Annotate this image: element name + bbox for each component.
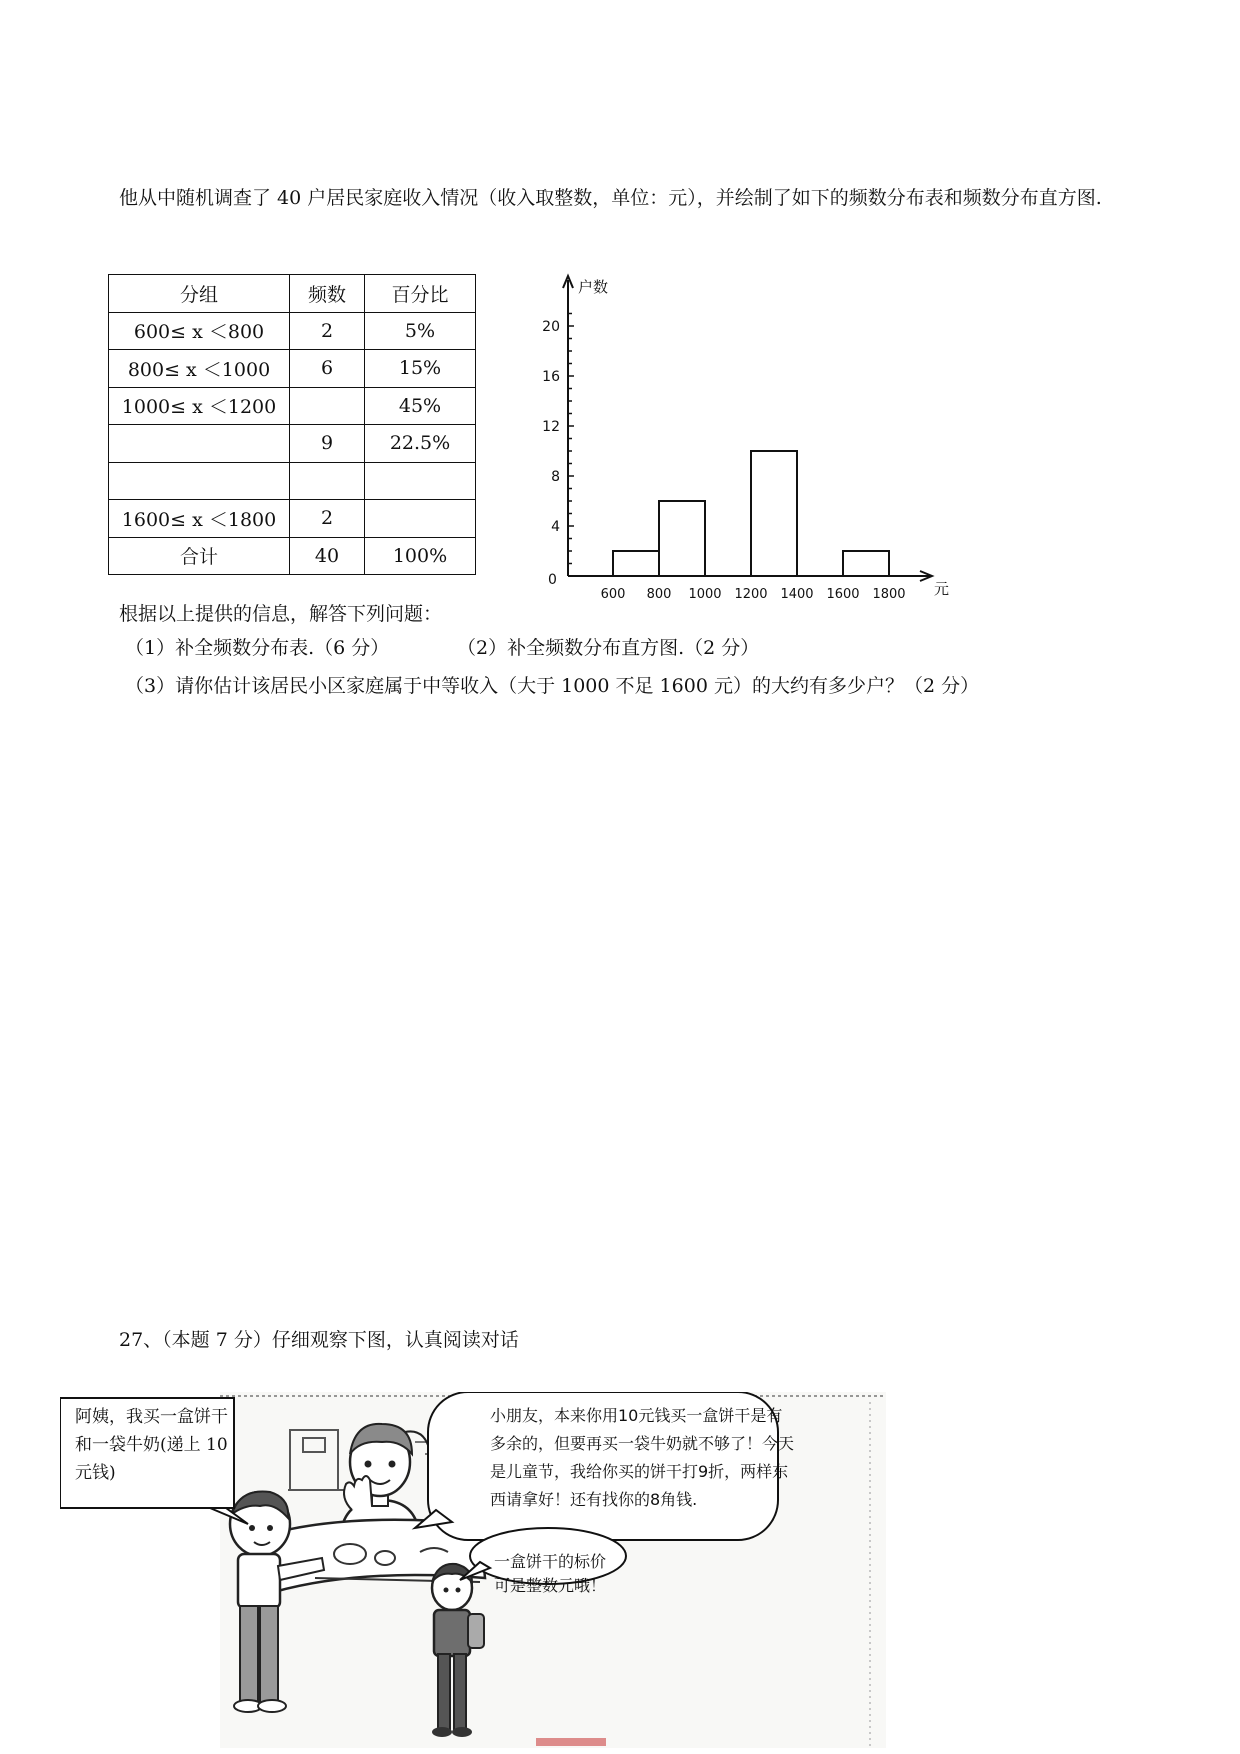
header-group: 分组 bbox=[109, 275, 290, 313]
table-row bbox=[109, 425, 476, 463]
table-cell bbox=[365, 500, 476, 538]
table-cell: 22.5% bbox=[365, 425, 476, 463]
speech-line: 阿姨，我买一盒饼干 bbox=[75, 1407, 228, 1427]
speech-line: 小朋友，本来你用10元钱买一盒饼干是有 bbox=[490, 1406, 783, 1425]
table-cell: 40 bbox=[290, 537, 365, 575]
header-frequency: 频数 bbox=[290, 275, 365, 313]
y-tick-label: 16 bbox=[542, 369, 560, 385]
y-tick-label: 12 bbox=[542, 419, 560, 435]
y-tick-label: 4 bbox=[551, 519, 560, 535]
y-tick-label: 8 bbox=[551, 469, 560, 485]
speech-line: 和一袋牛奶(递上 10 bbox=[75, 1435, 228, 1455]
table-cell bbox=[109, 425, 290, 463]
table-cell: 合计 bbox=[109, 537, 290, 575]
x-tick-label: 1200 bbox=[734, 587, 768, 602]
x-tick-label: 1000 bbox=[688, 587, 722, 602]
table-cell: 2 bbox=[290, 500, 365, 538]
table-cell: 600≤ x ＜800 bbox=[109, 312, 290, 350]
histogram-chart bbox=[540, 268, 960, 608]
table-cell: 100% bbox=[365, 537, 476, 575]
table-total-row bbox=[109, 537, 476, 575]
speech-line: 多余的，但要再买一袋牛奶就不够了！今天 bbox=[490, 1434, 795, 1453]
table-cell bbox=[290, 462, 365, 500]
x-tick-label: 600 bbox=[600, 587, 626, 602]
red-mark bbox=[536, 1738, 606, 1746]
question-1: （1）补全频数分布表.（6 分） bbox=[125, 637, 390, 659]
table-row bbox=[109, 500, 476, 538]
question-3: （3）请你估计该居民小区家庭属于中等收入（大于 1000 不足 1600 元）的大约有多少户？（2 分） bbox=[125, 675, 980, 697]
speech-line: 西请拿好！还有找你的8角钱. bbox=[490, 1490, 698, 1509]
x-tick-label: 1600 bbox=[826, 587, 860, 602]
y-axis-label: 户数 bbox=[578, 278, 609, 296]
speech-line: 一盒饼干的标价 bbox=[494, 1552, 607, 1571]
x-tick-label: 1400 bbox=[780, 587, 814, 602]
table-cell bbox=[365, 462, 476, 500]
table-row bbox=[109, 462, 476, 500]
y-tick-label: 20 bbox=[542, 319, 560, 335]
histogram-bar bbox=[659, 501, 705, 576]
table-cell bbox=[109, 462, 290, 500]
speech-line: 可是整数元哦！ bbox=[494, 1576, 607, 1595]
speech-line: 元钱) bbox=[75, 1463, 116, 1483]
header-percent: 百分比 bbox=[365, 275, 476, 313]
table-cell: 9 bbox=[290, 425, 365, 463]
table-cell: 5% bbox=[365, 312, 476, 350]
boy-speech-text bbox=[75, 1403, 228, 1487]
origin-label: 0 bbox=[548, 572, 557, 588]
table-cell: 800≤ x ＜1000 bbox=[109, 350, 290, 388]
table-cell: 2 bbox=[290, 312, 365, 350]
kid-speech-text bbox=[494, 1550, 606, 1598]
intro-paragraph: 他从中随机调查了 40 户居民家庭收入情况（收入取整数，单位：元），并绘制了如下的频数分布表和频数分布直方图. bbox=[119, 187, 1102, 209]
table-row bbox=[109, 350, 476, 388]
table-cell: 45% bbox=[365, 387, 476, 425]
histogram-bar bbox=[751, 451, 797, 576]
table-header-row bbox=[109, 275, 476, 313]
table-row bbox=[109, 387, 476, 425]
table-row bbox=[109, 312, 476, 350]
frequency-table bbox=[108, 274, 476, 575]
question-2: （2）补全频数分布直方图.（2 分） bbox=[457, 637, 760, 659]
table-cell: 15% bbox=[365, 350, 476, 388]
question-27-title: 27、（本题 7 分）仔细观察下图，认真阅读对话 bbox=[119, 1329, 519, 1351]
speech-line: 是儿童节，我给你买的饼干打9折，两样东 bbox=[490, 1462, 789, 1481]
histogram-bar bbox=[613, 551, 659, 576]
table-cell: 6 bbox=[290, 350, 365, 388]
clerk-speech-text bbox=[490, 1402, 794, 1514]
x-tick-label: 800 bbox=[646, 587, 672, 602]
table-cell bbox=[290, 387, 365, 425]
table-cell: 1600≤ x ＜1800 bbox=[109, 500, 290, 538]
x-axis-label: 元 bbox=[934, 580, 950, 598]
table-cell: 1000≤ x ＜1200 bbox=[109, 387, 290, 425]
histogram-bar bbox=[843, 551, 889, 576]
instructions-text: 根据以上提供的信息，解答下列问题： bbox=[119, 603, 443, 625]
x-tick-label: 1800 bbox=[872, 587, 906, 602]
